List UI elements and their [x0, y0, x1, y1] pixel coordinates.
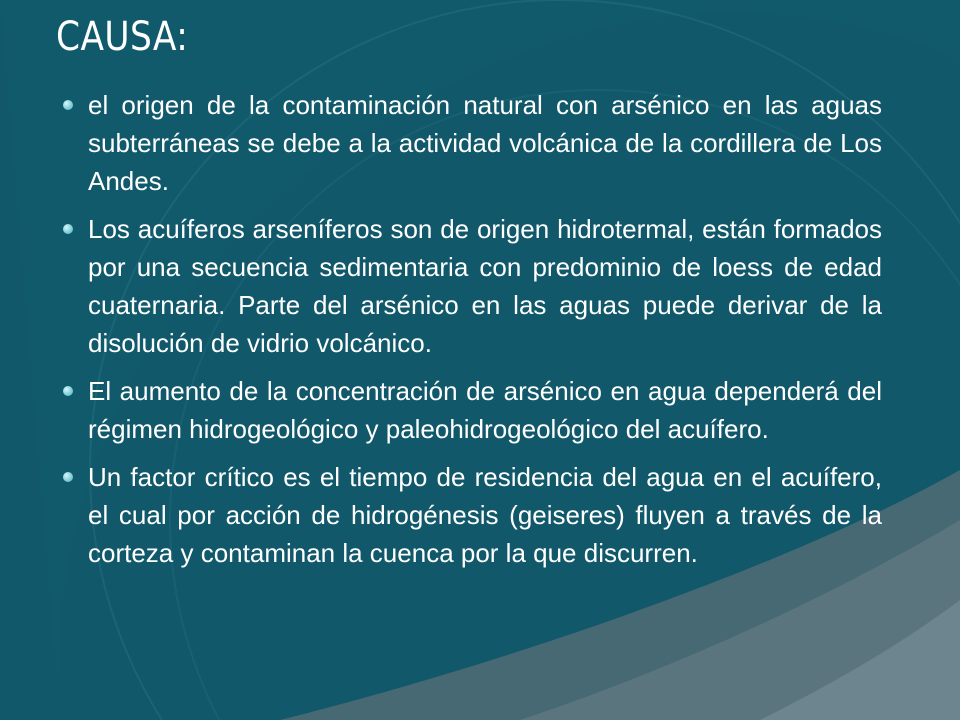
bullet-icon	[63, 472, 73, 482]
bullet-text: Los acuíferos arseníferos son de origen hidrotermal, están formados por una secuencia sedimentaria con predominio de loess de edad cuaternaria. Parte del arsénico en las aguas puede derivar de la disolución de vidrio volcánico.	[88, 214, 882, 358]
list-item	[60, 210, 882, 362]
bullet-icon	[63, 386, 73, 396]
bullet-text: Un factor crítico es el tiempo de residencia del agua en el acuífero, el cual por acción de hidrogénesis (geiseres) fluyen a través de la corteza y contaminan la cuenca por la que discurren.	[88, 462, 882, 568]
slide-title: CAUSA:	[56, 14, 189, 60]
bullet-list	[60, 86, 882, 582]
bullet-icon	[63, 100, 73, 110]
bullet-text: El aumento de la concentración de arsénico en agua dependerá del régimen hidrogeológico y paleohidrogeológico del acuífero.	[88, 376, 882, 444]
bullet-icon	[63, 224, 73, 234]
list-item	[60, 458, 882, 572]
bullet-text: el origen de la contaminación natural con arsénico en las aguas subterráneas se debe a la actividad volcánica de la cordillera de Los Andes.	[88, 90, 882, 196]
list-item	[60, 372, 882, 448]
list-item	[60, 86, 882, 200]
